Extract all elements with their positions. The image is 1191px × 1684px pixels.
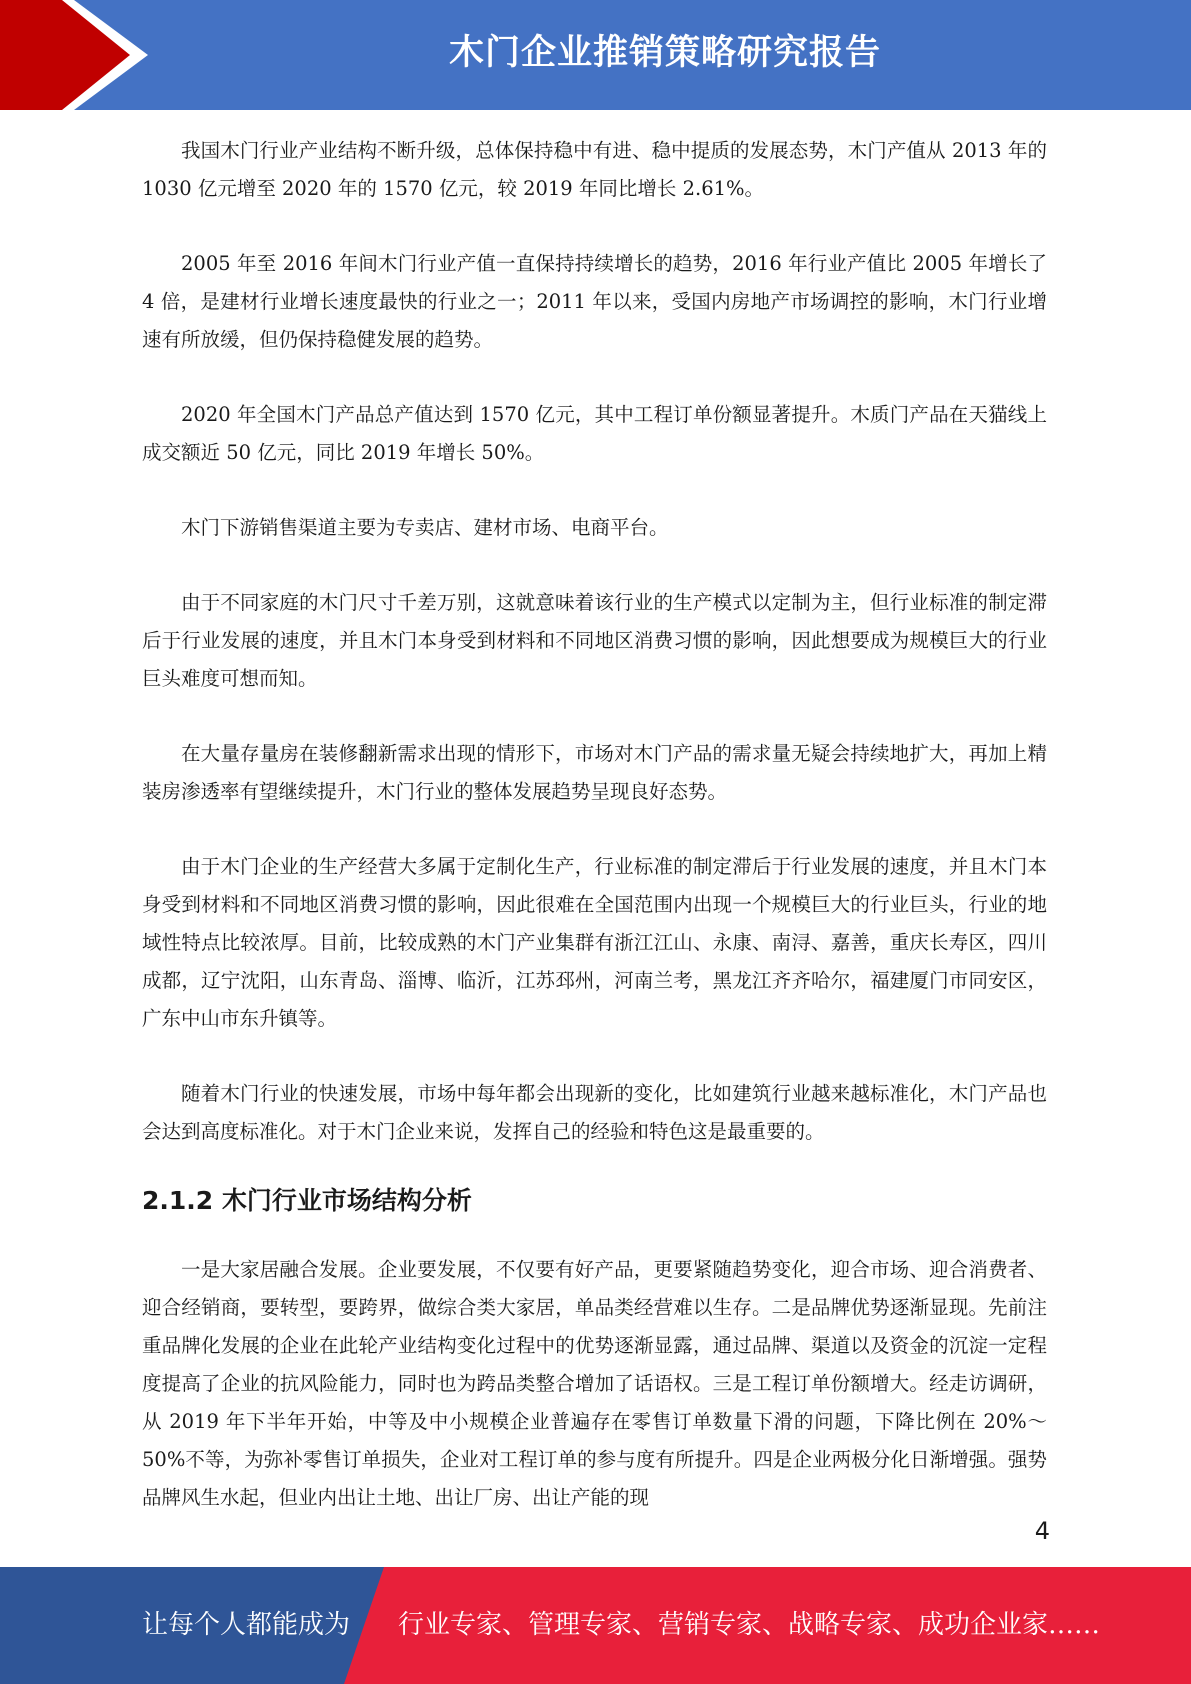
footer-banner xyxy=(0,1567,1191,1684)
chevron-decoration xyxy=(0,0,330,110)
paragraph-4: 木门下游销售渠道主要为专卖店、建材市场、电商平台。 xyxy=(181,516,669,539)
page-number: 4 xyxy=(1034,1517,1050,1545)
footer-slogan-right: 行业专家、管理专家、营销专家、战略专家、成功企业家…… xyxy=(398,1610,1101,1640)
paragraph-6: 在大量存量房在装修翻新需求出现的情形下，市场对木门产品的需求量无疑会持续地扩大，再加上精装房渗透率有望继续提升，木门行业的整体发展趋势呈现良好态势。 xyxy=(142,742,1047,803)
paragraph-2: 2005 年至 2016 年间木门行业产值一直保持持续增长的趋势，2016 年行业产值比 2005 年增长了 4 倍，是建材行业增长速度最快的行业之一；2011 年以来，受国内房地产市场调控的影响，木门行业增速有所放缓，但仍保持稳健发展的趋势。 xyxy=(142,252,1047,351)
main-content xyxy=(142,132,1047,1517)
footer-slogan-left: 让每个人都能成为 xyxy=(142,1610,351,1640)
section-heading: 2.1.2 木门行业市场结构分析 xyxy=(142,1186,472,1215)
section-paragraph: 一是大家居融合发展。企业要发展，不仅要有好产品，更要紧随趋势变化，迎合市场、迎合消费者、迎合经销商，要转型，要跨界，做综合类大家居，单品类经营难以生存。二是品牌优势逐渐显现。先前注重品牌化发展的企业在此轮产业结构变化过程中的优势逐渐显露，通过品牌、渠道以及资金的沉淀一定程度提高了企业的抗风险能力，同时也为跨品类整合增加了话语权。三是工程订单份额增大。经走访调研，从 2019 年下半年开始，中等及中小规模企业普遍存在零售订单数量下滑的问题，下降比例在 20%～50%不等，为弥补零售订单损失，企业对工程订单的参与度有所提升。四是企业两极分化日渐增强。强势品牌风生水起，但业内出让土地、出让厂房、出让产能的现 xyxy=(142,1258,1047,1509)
paragraph-1: 我国木门行业产业结构不断升级，总体保持稳中有进、稳中提质的发展态势，木门产值从 2013 年的 1030 亿元增至 2020 年的 1570 亿元，较 2019 年同比增长 2.61%。 xyxy=(142,139,1047,200)
paragraph-3: 2020 年全国木门产品总产值达到 1570 亿元，其中工程订单份额显著提升。木质门产品在天猫线上成交额近 50 亿元，同比 2019 年增长 50%。 xyxy=(142,403,1047,464)
paragraph-7: 由于木门企业的生产经营大多属于定制化生产，行业标准的制定滞后于行业发展的速度，并且木门本身受到材料和不同地区消费习惯的影响，因此很难在全国范围内出现一个规模巨大的行业巨头，行业的地域性特点比较浓厚。目前，比较成熟的木门产业集群有浙江江山、永康、南浔、嘉善，重庆长寿区，四川成都，辽宁沈阳，山东青岛、淄博、临沂，江苏邳州，河南兰考，黑龙江齐齐哈尔，福建厦门市同安区，广东中山市东升镇等。 xyxy=(142,855,1047,1030)
paragraph-8: 随着木门行业的快速发展，市场中每年都会出现新的变化，比如建筑行业越来越标准化，木门产品也会达到高度标准化。对于木门企业来说，发挥自己的经验和特色这是最重要的。 xyxy=(142,1082,1047,1143)
document-title: 木门企业推销策略研究报告 xyxy=(448,33,881,73)
paragraph-5: 由于不同家庭的木门尺寸千差万别，这就意味着该行业的生产模式以定制为主，但行业标准的制定滞后于行业发展的速度，并且木门本身受到材料和不同地区消费习惯的影响，因此想要成为规模巨大的行业巨头难度可想而知。 xyxy=(142,591,1047,690)
header-banner xyxy=(0,0,1191,110)
